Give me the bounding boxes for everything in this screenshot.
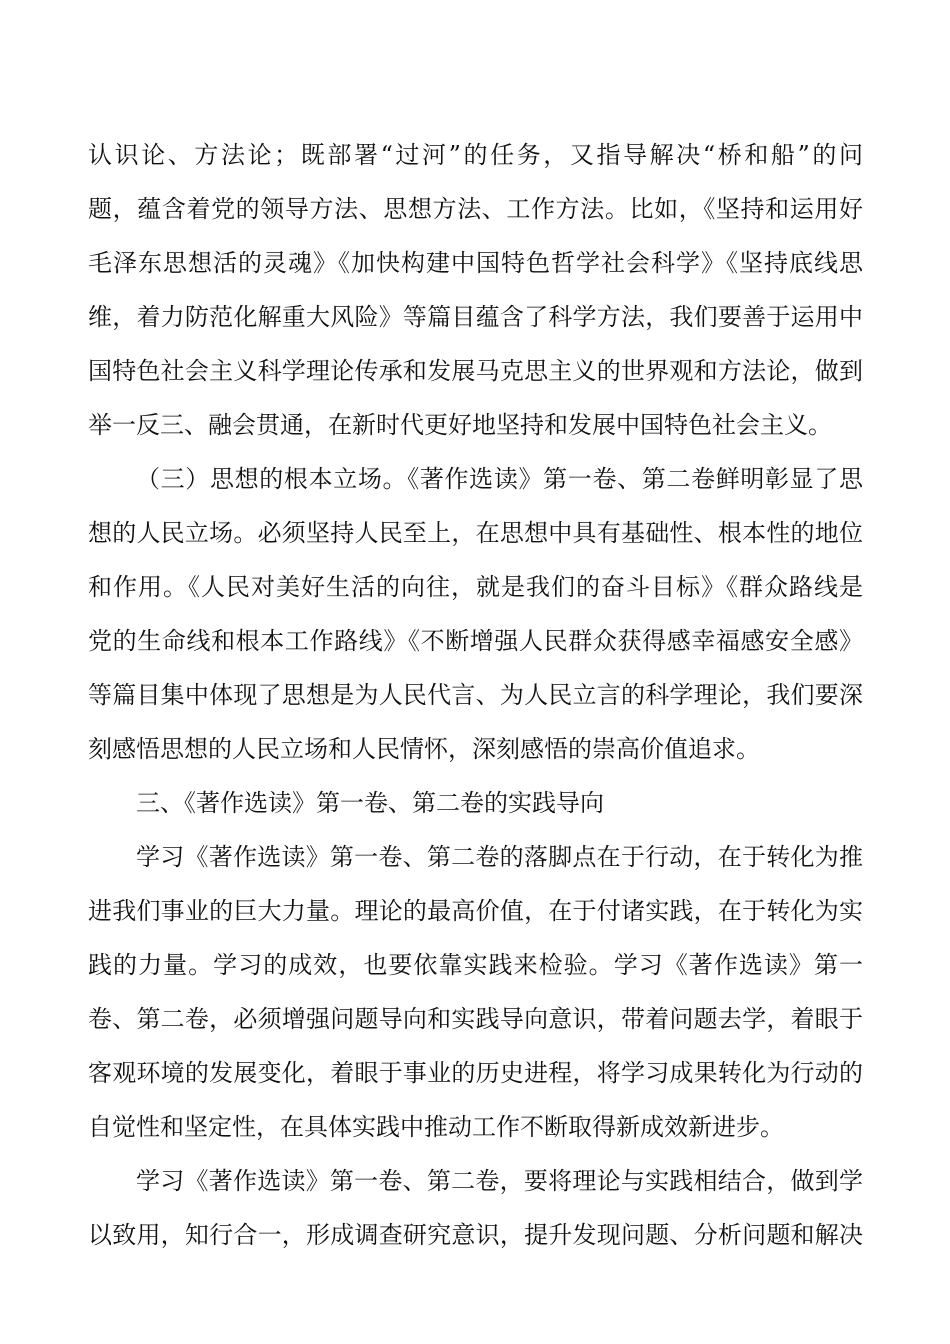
text-line: 毛泽东思想活的灵魂》《加快构建中国特色哲学社会科学》《坚持底线思 <box>88 249 863 277</box>
document-page <box>88 128 863 1262</box>
text-line: 举一反三、融会贯通，在新时代更好地坚持和发展中国特色社会主义。 <box>88 411 832 439</box>
text-line: （三）思想的根本立场。《著作选读》第一卷、第二卷鲜明彰显了思 <box>136 465 863 493</box>
paragraph-fundamental-stance <box>88 452 863 776</box>
text-line: 学习《著作选读》第一卷、第二卷的落脚点在于行动，在于转化为推 <box>136 843 863 871</box>
text-line: 以致用，知行合一，形成调查研究意识，提升发现问题、分析问题和解决 <box>88 1221 863 1249</box>
section-heading <box>88 776 863 830</box>
text-line: 卷、第二卷，必须增强问题导向和实践导向意识，带着问题去学，着眼于 <box>88 1005 863 1033</box>
text-line: 党的生命线和根本工作路线》《不断增强人民群众获得感幸福感安全感》 <box>88 627 863 655</box>
text-line: 进我们事业的巨大力量。理论的最高价值，在于付诸实践，在于转化为实 <box>88 897 863 925</box>
text-line: 自觉性和坚定性，在具体实践中推动工作不断取得新成效新进步。 <box>88 1113 784 1141</box>
paragraph-practice-action <box>88 830 863 1154</box>
text-line: 国特色社会主义科学理论传承和发展马克思主义的世界观和方法论，做到 <box>88 357 863 385</box>
text-line: 践的力量。学习的成效，也要依靠实践来检验。学习《著作选读》第一 <box>88 951 863 979</box>
text-line: 想的人民立场。必须坚持人民至上，在思想中具有基础性、根本性的地位 <box>88 519 863 547</box>
text-line: 题，蕴含着党的领导方法、思想方法、工作方法。比如，《坚持和运用好 <box>88 195 863 223</box>
paragraph-theory-practice <box>88 1154 863 1262</box>
heading-text: 三、《著作选读》第一卷、第二卷的实践导向 <box>136 789 604 817</box>
text-line: 和作用。《人民对美好生活的向往，就是我们的奋斗目标》《群众路线是 <box>88 573 863 601</box>
text-line: 等篇目集中体现了思想是为人民代言、为人民立言的科学理论，我们要深 <box>88 681 863 709</box>
text-line: 学习《著作选读》第一卷、第二卷，要将理论与实践相结合，做到学 <box>136 1167 863 1195</box>
text-line: 认识论、方法论；既部署“过河”的任务，又指导解决“桥和船”的问 <box>88 141 863 169</box>
paragraph-continuation <box>88 128 863 452</box>
text-line: 维，着力防范化解重大风险》等篇目蕴含了科学方法，我们要善于运用中 <box>88 303 863 331</box>
text-line: 客观环境的发展变化，着眼于事业的历史进程，将学习成果转化为行动的 <box>88 1059 863 1087</box>
text-line: 刻感悟思想的人民立场和人民情怀，深刻感悟的崇高价值追求。 <box>88 735 760 763</box>
